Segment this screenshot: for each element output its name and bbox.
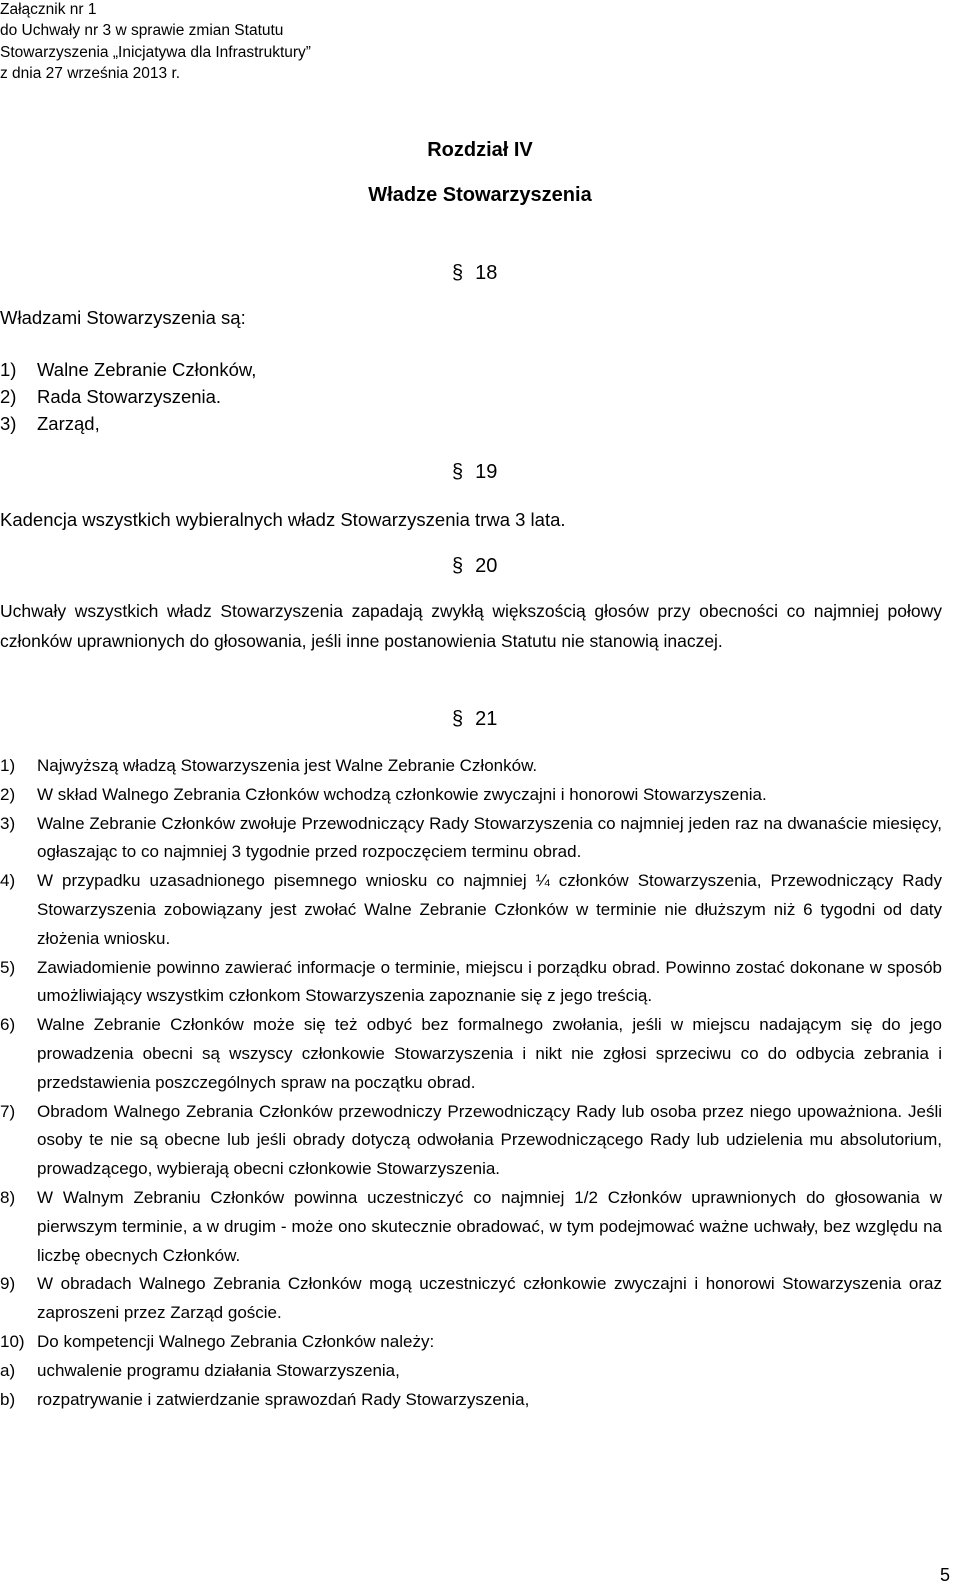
list-item-number: 10): [0, 1331, 25, 1351]
attachment-line: Stowarzyszenia „Inicjatywa dla Infrastruktury”: [0, 43, 311, 61]
list-item-text: Walne Zebranie Członków,: [37, 359, 257, 380]
page-number: 5: [939, 1565, 950, 1585]
list-item-text: Zarząd,: [37, 413, 100, 434]
list-item-number: 1): [0, 756, 16, 775]
section-19-heading: [452, 461, 497, 484]
list-item-text: Do kompetencji Walnego Zebrania Członków należy:: [37, 1331, 435, 1351]
list-item-number: 5): [0, 957, 16, 977]
section-sign: §: [452, 262, 464, 284]
section-sign: §: [452, 461, 464, 483]
list-item-number: 6): [0, 1015, 16, 1035]
section-18-intro: Władzami Stowarzyszenia są:: [0, 307, 246, 328]
list-item-number: 2): [0, 386, 17, 407]
section-18-list: [0, 356, 256, 437]
list-item: [0, 781, 942, 810]
list-item: [0, 954, 942, 1012]
section-18-heading: [452, 262, 497, 285]
list-item: [0, 356, 256, 383]
list-item-number: 3): [0, 813, 16, 833]
sub-list-item: [0, 1357, 942, 1386]
section-sign: §: [452, 708, 464, 730]
list-item-text: Najwyższą władzą Stowarzyszenia jest Walne Zebranie Członków.: [37, 756, 538, 775]
chapter-number: Rozdział IV: [427, 139, 533, 161]
list-item: [0, 410, 256, 437]
attachment-header: [0, 0, 311, 85]
list-item: [0, 1270, 942, 1328]
list-item-text: Walne Zebranie Członków zwołuje Przewodniczący Rady Stowarzyszenia co najmniej jeden raz na dwanaście miesięcy, ogłaszając to co najmniej 3 tygodnie przed rozpoczęciem terminu obrad.: [37, 813, 942, 862]
section-number: 21: [475, 708, 498, 730]
list-item: [0, 810, 942, 868]
list-item-number: 7): [0, 1101, 16, 1121]
section-21-list: [0, 752, 942, 1414]
list-item-number: 8): [0, 1187, 16, 1207]
list-item-number: 2): [0, 784, 16, 804]
list-item: [0, 1328, 942, 1357]
attachment-line: do Uchwały nr 3 w sprawie zmian Statutu: [0, 22, 284, 40]
list-item-text: Walne Zebranie Członków może się też odbyć bez formalnego zwołania, jeśli w miejscu nadającym się do jego prowadzenia obecni są wszyscy członkowie Stowarzyszenia i nikt nie zgłosi sprzeciwu co do odbycia zebrania i przedstawienia poszczególnych spraw na początku obrad.: [37, 1015, 942, 1092]
section-number: 20: [475, 555, 498, 577]
sub-list-item-letter: a): [0, 1360, 16, 1380]
list-item-text: W przypadku uzasadnionego pisemnego wniosku co najmniej ¼ członków Stowarzyszenia, Przewodniczący Rady Stowarzyszenia zobowiązany jest zwołać Walne Zebranie Członków w terminie nie dłuższym niż 6 tygodni od daty złożenia wniosku.: [37, 871, 942, 948]
list-item-number: 4): [0, 871, 16, 891]
sub-list-item: [0, 1386, 942, 1415]
list-item-text: Rada Stowarzyszenia.: [37, 386, 222, 407]
list-item-text: Zawiadomienie powinno zawierać informacje o terminie, miejscu i porządku obrad. Powinno zostać dokonane w sposób umożliwiający wszystkim członkom Stowarzyszenia zapoznanie się z jego treścią.: [37, 957, 942, 1006]
list-item-text: Obradom Walnego Zebrania Członków przewodniczy Przewodniczący Rady lub osoba przez niego upoważniona. Jeśli osoby te nie są obecne lub jeśli obrady dotyczą odwołania Przewodniczącego Rady lub udzielenia mu absolutorium, prowadzącego, wybierają obecni członkowie Stowarzyszenia.: [37, 1101, 942, 1179]
list-item: [0, 752, 942, 781]
section-number: 19: [475, 461, 498, 483]
list-item-number: 1): [0, 359, 17, 380]
sub-list-item-text: uchwalenie programu działania Stowarzyszenia,: [37, 1360, 400, 1380]
section-20-text: Uchwały wszystkich władz Stowarzyszenia zapadają zwykłą większością głosów przy obecności co najmniej połowy członków uprawnionych do głosowania, jeśli inne postanowienia Statutu nie stanowią inaczej.: [0, 601, 942, 651]
list-item: [0, 867, 942, 953]
list-item-number: 3): [0, 413, 17, 434]
section-21-heading: [452, 708, 497, 731]
section-19-text: Kadencja wszystkich wybieralnych władz Stowarzyszenia trwa 3 lata.: [0, 509, 566, 530]
section-number: 18: [475, 262, 498, 284]
chapter-title: Władze Stowarzyszenia: [368, 184, 592, 206]
section-20-heading: [452, 555, 497, 578]
list-item-text: W Walnym Zebraniu Członków powinna uczestniczyć co najmniej 1/2 Członków uprawnionych do głosowania w pierwszym terminie, a w drugim - może ono skutecznie obradować, w tym podejmować ważne uchwały, bez względu na liczbę obecnych Członków.: [37, 1187, 942, 1265]
list-item: [0, 383, 256, 410]
list-item-number: 9): [0, 1274, 16, 1294]
list-item-text: W skład Walnego Zebrania Członków wchodzą członkowie zwyczajni i honorowi Stowarzyszenia.: [37, 784, 767, 804]
list-item: [0, 1098, 942, 1184]
list-item: [0, 1011, 942, 1097]
section-sign: §: [452, 555, 464, 577]
sub-list-item-text: rozpatrywanie i zatwierdzanie sprawozdań Rady Stowarzyszenia,: [37, 1389, 530, 1409]
attachment-line: Załącznik nr 1: [0, 1, 97, 18]
list-item-text: W obradach Walnego Zebrania Członków mogą uczestniczyć członkowie zwyczajni i honorowi Stowarzyszenia oraz zaproszeni przez Zarząd goście.: [37, 1274, 942, 1323]
attachment-line: z dnia 27 września 2013 r.: [0, 65, 181, 83]
list-item: [0, 1184, 942, 1270]
sub-list-item-letter: b): [0, 1389, 16, 1409]
